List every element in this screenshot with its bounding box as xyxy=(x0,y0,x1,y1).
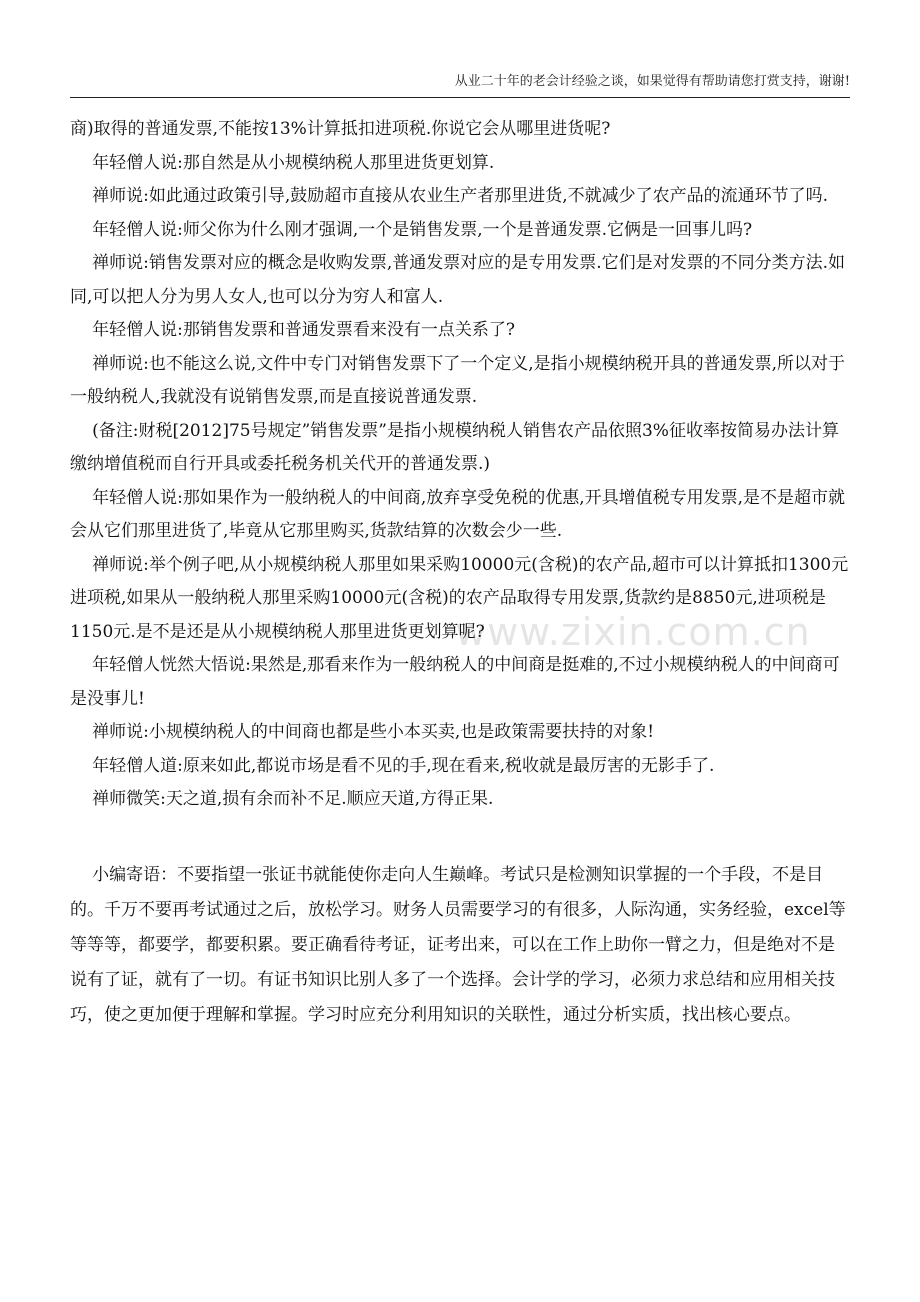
paragraph: 禅师说:小规模纳税人的中间商也都是些小本买卖,也是政策需要扶持的对象! xyxy=(92,722,655,742)
note-paragraph: (备注:财税[2012]75号规定”销售发票”是指小规模纳税人销售农产品依照3%征收率按简易办法计算缴纳增值税而自行开具或委托税务机关代开的普通发票.) xyxy=(70,420,839,474)
spacer xyxy=(70,817,850,858)
paragraph: 禅师说:也不能这么说,文件中专门对销售发票下了一个定义,是指小规模纳税开具的普通发票,所以对于一般纳税人,我就没有说销售发票,而是直接说普通发票. xyxy=(70,353,846,407)
page-header-text: 从业二十年的老会计经验之谈，如果觉得有帮助请您打赏支持，谢谢! xyxy=(454,74,850,89)
paragraph: 年轻僧人道:原来如此,都说市场是看不见的手,现在看来,税收就是最厉害的无影手了. xyxy=(92,755,715,776)
paragraph: 年轻僧人说:师父你为什么刚才强调,一个是销售发票,一个是普通发票.它俩是一回事儿吗? xyxy=(92,219,753,240)
watermark: www.zixin.com.cn xyxy=(455,610,811,654)
document-body xyxy=(70,113,850,1033)
paragraph: 禅师微笑:天之道,损有余而补不足.顺应天道,方得正果. xyxy=(92,789,494,809)
header-divider xyxy=(70,97,850,98)
paragraph: 年轻僧人恍然大悟说:果然是,那看来作为一般纳税人的中间商是挺难的,不过小规模纳税人的中间商可是没事儿! xyxy=(70,655,840,709)
paragraph: 年轻僧人说:那自然是从小规模纳税人那里进货更划算. xyxy=(92,152,495,173)
paragraph: 禅师说:如此通过政策引导,鼓励超市直接从农业生产者那里进货,不就减少了农产品的流通环节了吗. xyxy=(92,186,829,206)
paragraph: 禅师说:销售发票对应的概念是收购发票,普通发票对应的是专用发票.它们是对发票的不同分类方法.如同,可以把人分为男人女人,也可以分为穷人和富人. xyxy=(70,253,846,307)
paragraph: 商)取得的普通发票,不能按13%计算抵扣进项税.你说它会从哪里进货呢? xyxy=(70,119,611,139)
paragraph: 禅师说:举个例子吧,从小规模纳税人那里如果采购10000元(含税)的农产品,超市可以计算抵扣1300元进项税,如果从一般纳税人那里采购10000元(含税)的农产品取得专用发票,货款约是8850元,进项税是1150元.是不是还是从小规模纳税人那里进货更划算呢? xyxy=(70,554,849,642)
editor-note: 小编寄语：不要指望一张证书就能使你走向人生巅峰。考试只是检测知识掌握的一个手段，不是目的。千万不要再考试通过之后，放松学习。财务人员需要学习的有很多，人际沟通，实务经验，excel等等等等，都要学，都要积累。要正确看待考证，证考出来，可以在工作上助你一臂之力，但是绝对不是说有了证，就有了一切。有证书知识比别人多了一个选择。会计学的学习，必须力求总结和应用相关技巧，使之更加便于理解和掌握。学习时应充分利用知识的关联性，通过分析实质，找出核心要点。 xyxy=(70,864,846,1025)
paragraph: 年轻僧人说:那销售发票和普通发票看来没有一点关系了? xyxy=(92,320,515,340)
paragraph: 年轻僧人说:那如果作为一般纳税人的中间商,放弃享受免税的优惠,开具增值税专用发票,是不是超市就会从它们那里进货了,毕竟从它那里购买,货款结算的次数会少一些. xyxy=(70,487,846,541)
